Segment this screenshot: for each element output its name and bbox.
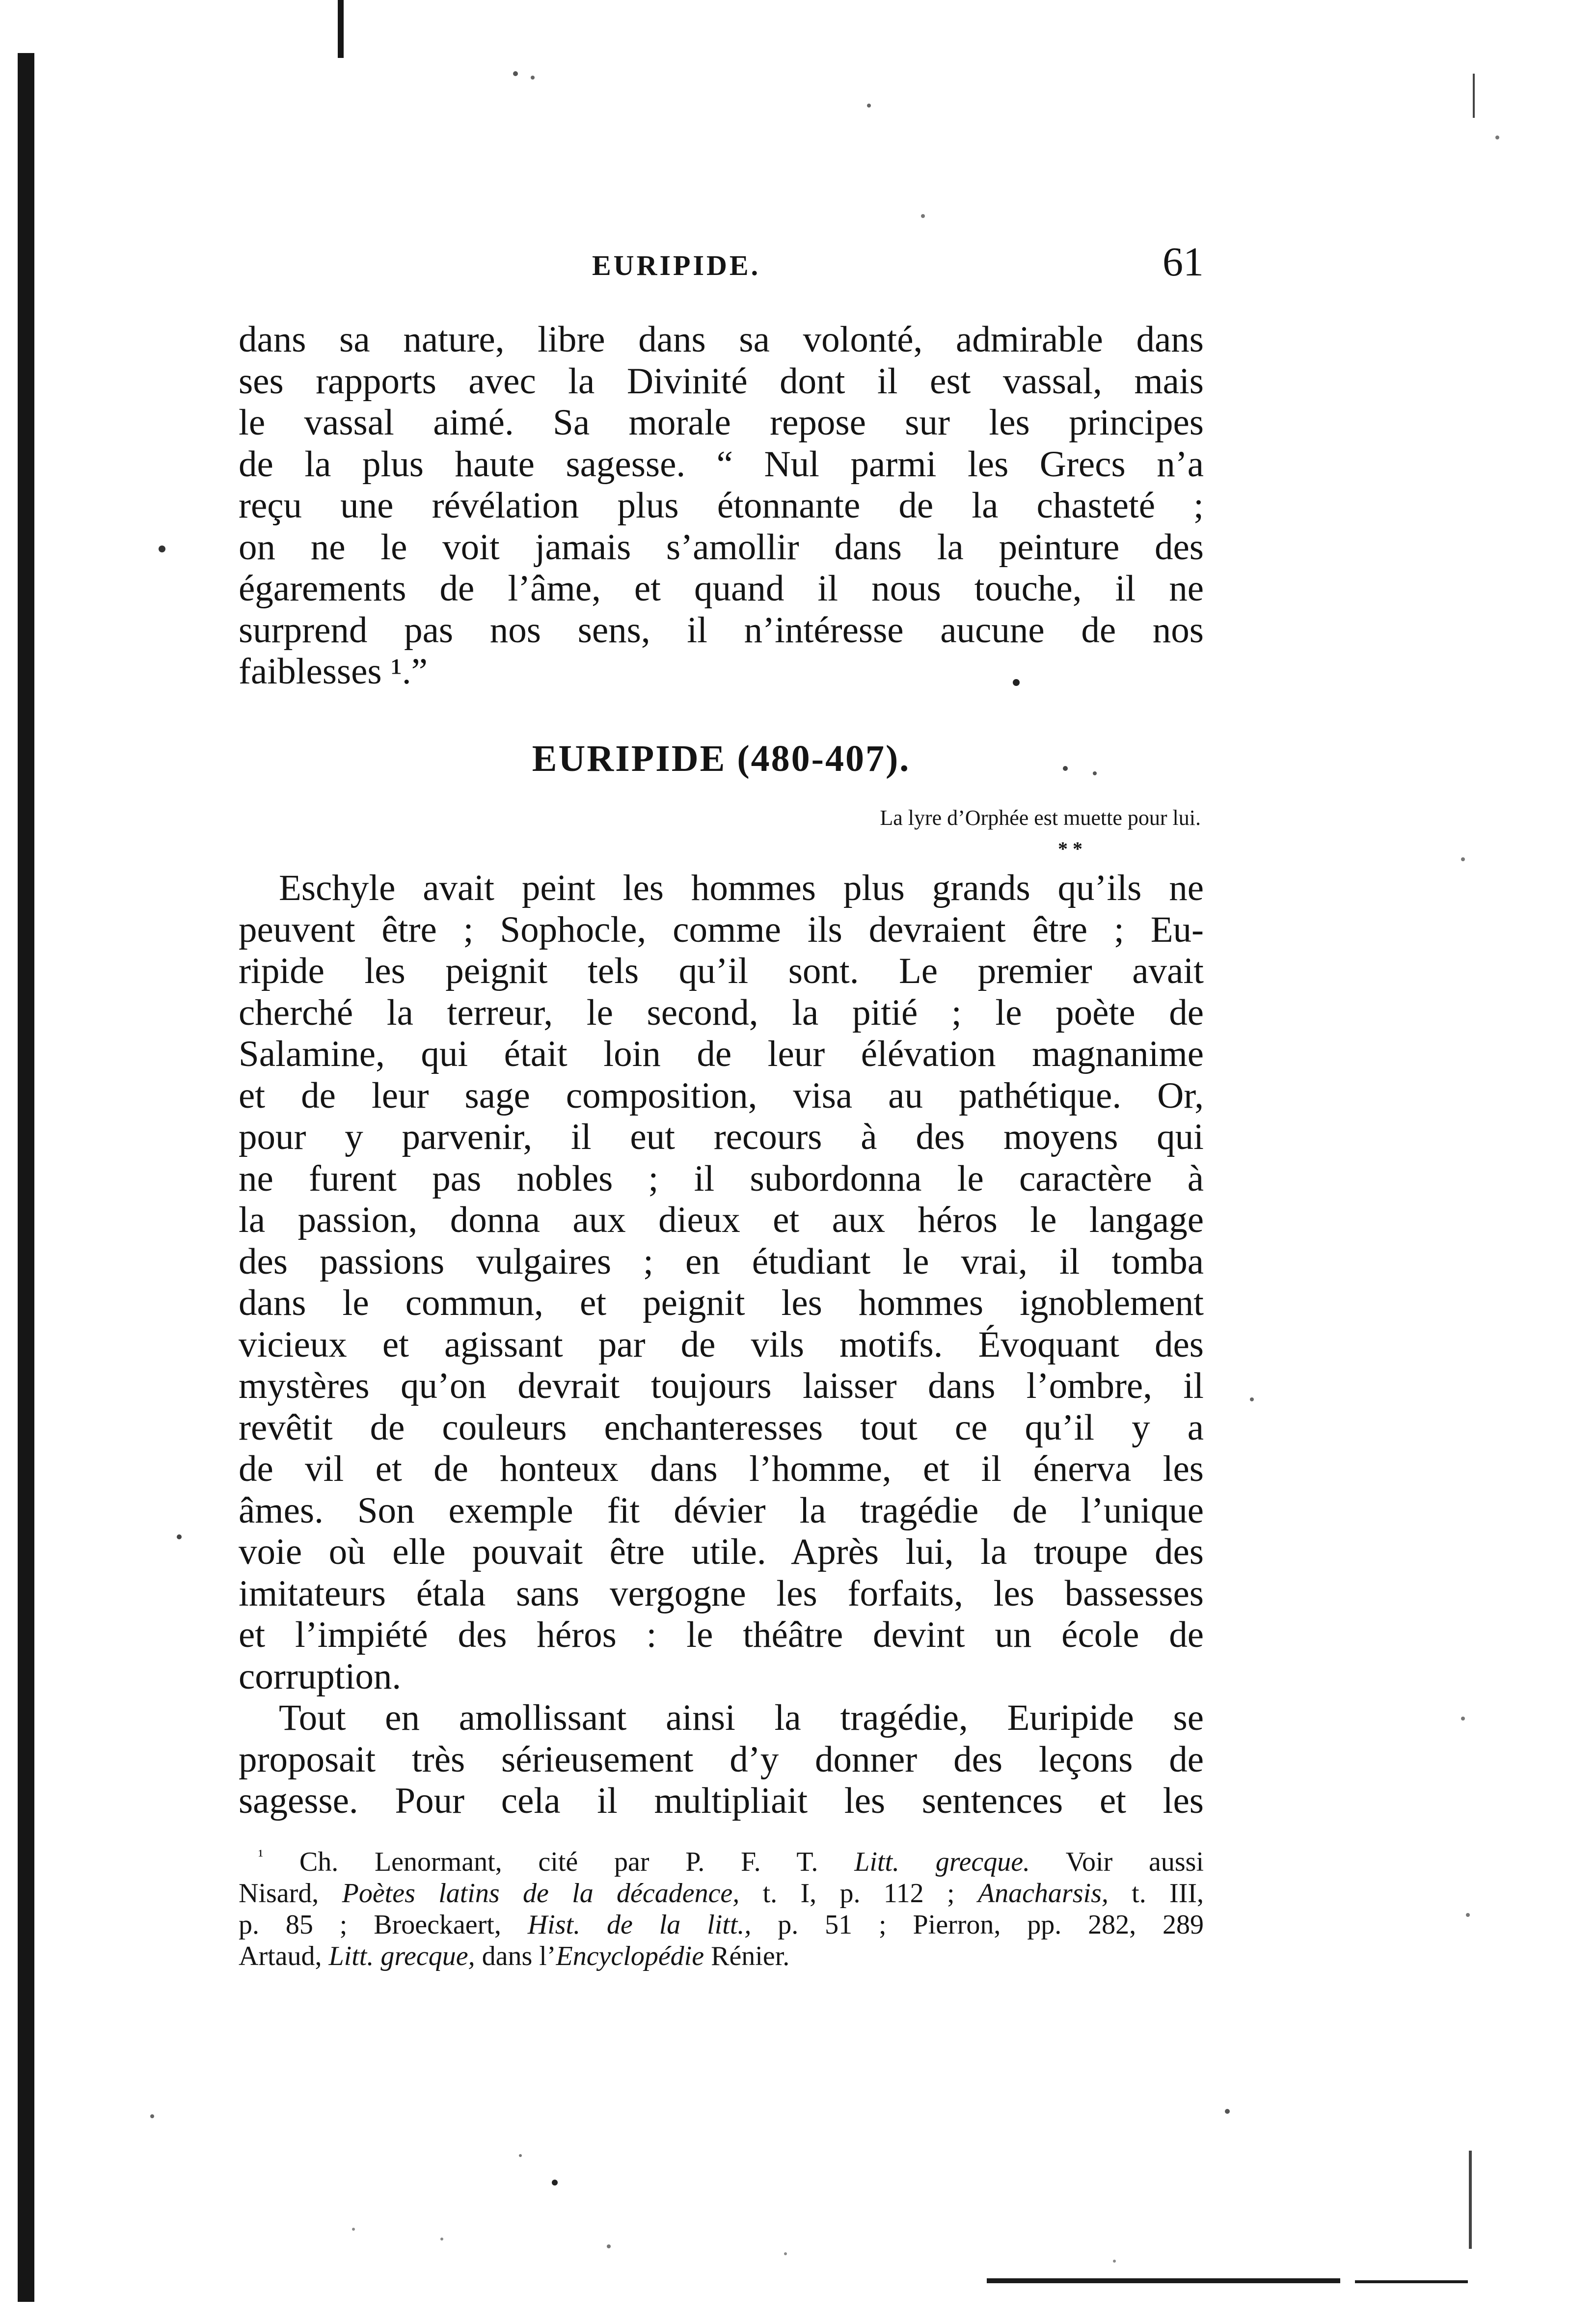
text-line: mystères qu’on devrait toujours laisser dans l’ombre, il (239, 1366, 1204, 1406)
footnote-text: Voir aussi (1030, 1847, 1204, 1878)
footnote (239, 1840, 1204, 1972)
footnote-text: dans l’ (475, 1941, 556, 1972)
running-title: EURIPIDE. (592, 249, 761, 281)
section-body (239, 868, 1204, 1822)
footnote-line (239, 1909, 1204, 1940)
footnote-marker: ¹ (258, 1847, 264, 1865)
text-line: Salamine, qui était loin de leur élévation magnanime (239, 1034, 1204, 1074)
text-line: corruption. (239, 1656, 402, 1697)
text-line: ses rapports avec la Divinité dont il est vassal, mais (239, 360, 1204, 402)
text-line: la passion, donna aux dieux et aux héros le langage (239, 1200, 1204, 1240)
footnote-citation: Anacharsis, (977, 1878, 1109, 1909)
page-number: 61 (1163, 239, 1204, 285)
text-line: ne furent pas nobles ; il subordonna le caractère à (239, 1158, 1204, 1199)
footnote-citation: Litt. grecque. (854, 1847, 1030, 1878)
text-line: de la plus haute sagesse. “ Nul parmi les Grecs n’a (239, 443, 1204, 485)
footnote-text: Nisard, (239, 1878, 342, 1909)
text-line: sagesse. Pour cela il multipliait les sentences et les (239, 1780, 1204, 1821)
text-line: proposait très sérieusement d’y donner des leçons de (239, 1739, 1204, 1780)
footnote-line (239, 1878, 1204, 1909)
text-line: et l’impiété des héros : le théâtre devint un école de (239, 1614, 1204, 1655)
footnote-line (239, 1940, 1204, 1972)
running-header (239, 238, 1204, 292)
text-line: vicieux et agissant par de vils motifs. Évoquant des (239, 1324, 1204, 1365)
text-line: le vassal aimé. Sa morale repose sur les principes (239, 402, 1204, 443)
text-line: reçu une révélation plus étonnante de la chasteté ; (239, 485, 1204, 526)
text-line: et de leur sage composition, visa au pathétique. Or, (239, 1075, 1204, 1116)
text-line: égarements de l’âme, et quand il nous touche, il ne (239, 568, 1204, 609)
text-line: ripide les peignit tels qu’il sont. Le premier avait (239, 951, 1204, 991)
paragraph-continued (239, 319, 1204, 693)
text-line: Eschyle avait peint les hommes plus grands qu’ils ne (279, 868, 1204, 908)
footnote-text: Artaud, (239, 1941, 329, 1972)
text-line: Tout en amollissant ainsi la tragédie, Euripide se (279, 1697, 1204, 1738)
text-line: cherché la terreur, le second, la pitié ; le poète de (239, 992, 1204, 1033)
footnote-text: p. 85 ; Broeckaert, (239, 1910, 528, 1940)
footnote-citation: Litt. grecque, (328, 1941, 475, 1972)
section-heading: EURIPIDE (480-407). (532, 738, 911, 779)
footnote-text: p. 51 ; Pierron, pp. 282, 289 (751, 1910, 1204, 1940)
footnote-text: Rénier. (704, 1941, 790, 1972)
text-line: voie où elle pouvait être utile. Après lui, la troupe des (239, 1531, 1204, 1572)
text-line: dans le commun, et peignit les hommes ignoblement (239, 1283, 1204, 1323)
footnote-text: Ch. Lenormant, cité par P. F. T. (299, 1847, 855, 1878)
text-line: âmes. Son exemple fit dévier la tragédie de l’unique (239, 1490, 1204, 1531)
footnote-citation: Hist. de la litt., (527, 1910, 752, 1940)
text-line: des passions vulgaires ; en étudiant le vrai, il tomba (239, 1241, 1204, 1282)
text-line: faiblesses ¹.” (239, 651, 428, 692)
text-line: surprend pas nos sens, il n’intéresse aucune de nos (239, 609, 1204, 651)
footnote-text: t. I, p. 112 ; (739, 1878, 978, 1909)
epigraph: La lyre d’Orphée est muette pour lui. (880, 806, 1201, 830)
epigraph-asterisks: * * (1058, 838, 1082, 860)
text-line: de vil et de honteux dans l’homme, et il énerva les (239, 1448, 1204, 1489)
text-line: dans sa nature, libre dans sa volonté, admirable dans (239, 319, 1204, 360)
footnote-text: t. III, (1108, 1878, 1204, 1909)
footnote-citation: Encyclopédie (556, 1941, 704, 1972)
footnote-line (239, 1840, 1204, 1878)
text-line: on ne le voit jamais s’amollir dans la peinture des (239, 526, 1204, 568)
text-line: pour y parvenir, il eut recours à des moyens qui (239, 1117, 1204, 1157)
text-line: revêtit de couleurs enchanteresses tout ce qu’il y a (239, 1407, 1204, 1448)
text-line: peuvent être ; Sophocle, comme ils devraient être ; Eu- (239, 909, 1204, 950)
text-line: imitateurs étala sans vergogne les forfaits, les bassesses (239, 1573, 1204, 1614)
footnote-citation: Poètes latins de la décadence, (342, 1878, 740, 1909)
